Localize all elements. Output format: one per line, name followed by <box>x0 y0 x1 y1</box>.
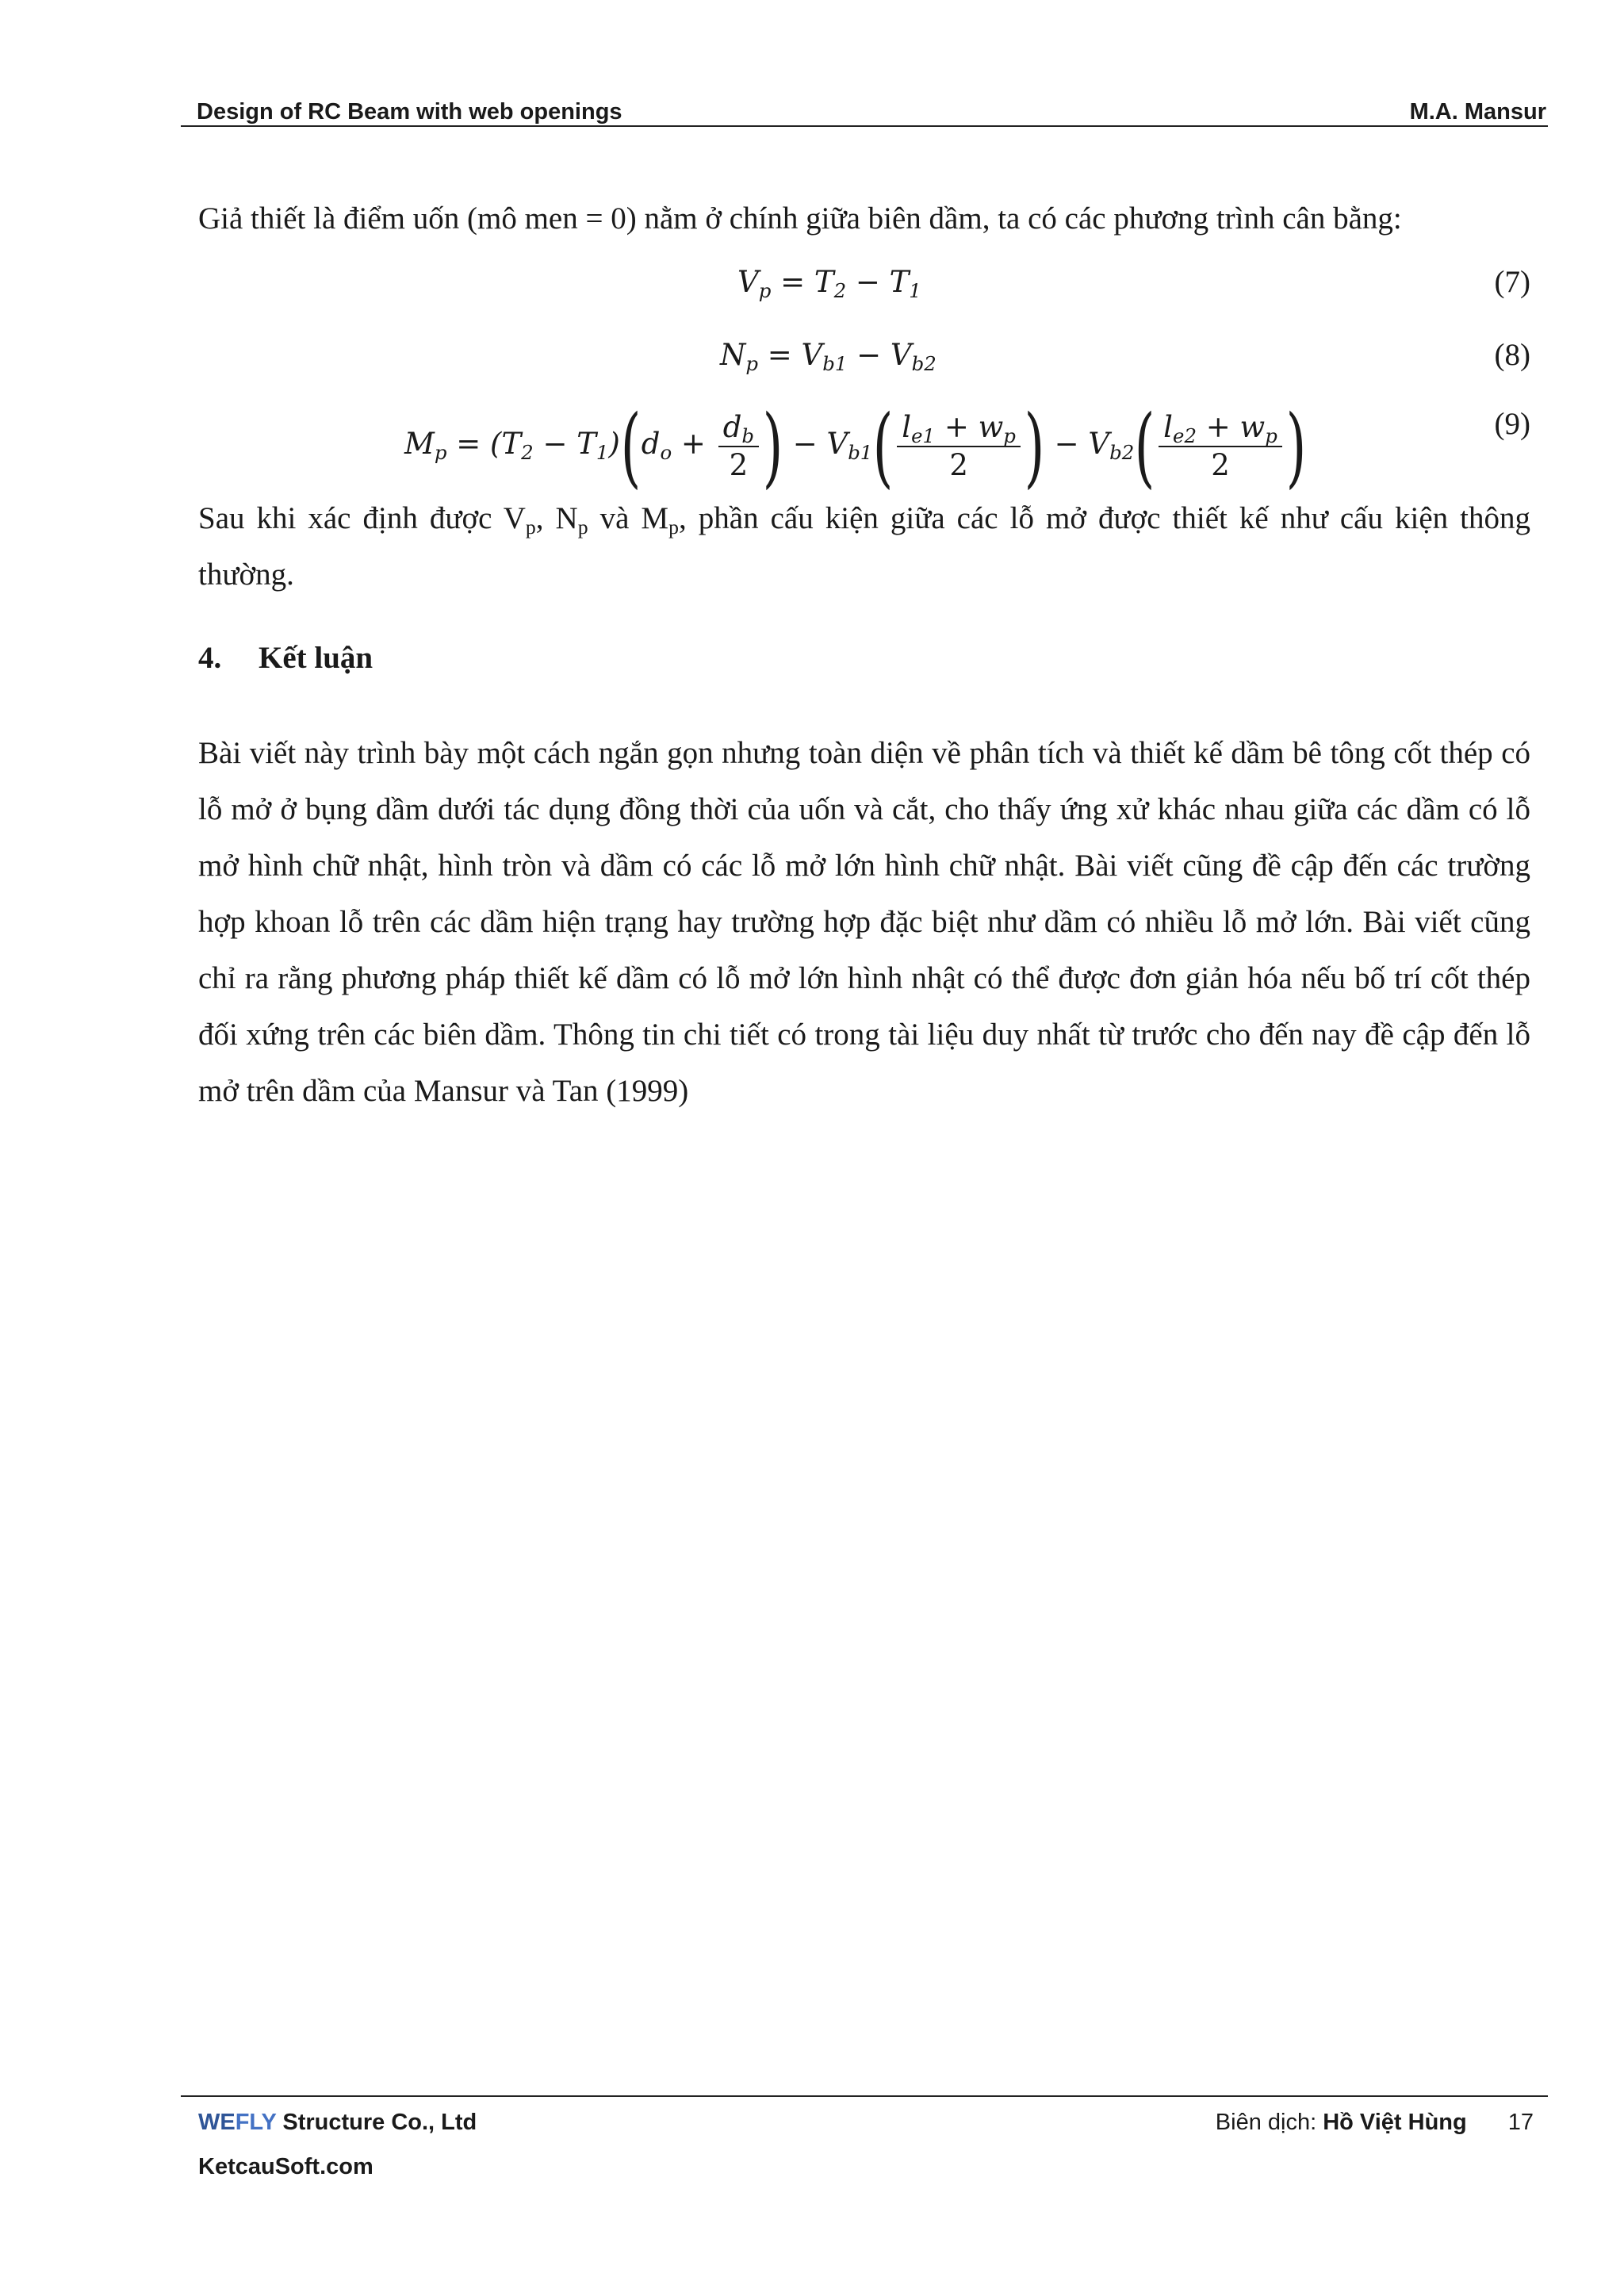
after-equation-paragraph: Sau khi xác định được $V_p$, $N_p$ và $M_p$, phần cấu kiện giữa các lỗ mở được thiết kế như cấu kiện thông thường. <box>198 501 1530 592</box>
footer-company: WEFLY Structure Co., Ltd <box>198 2110 477 2135</box>
header-author: M.A. Mansur <box>1409 99 1546 125</box>
section-number: 4. <box>198 641 222 675</box>
equation-7-number: (7) <box>1494 265 1530 299</box>
equation-9: $M_p = (T_2 - T_1)(d_o$ + $\frac{d_b}{2}$ ) − $V_{b1}$( $\frac{l_{e1} + w_p}{2}$ ) − $V_{b2}$( $\frac{l_{e2} + w_p}{2}$ ) <box>404 395 1307 497</box>
equation-8: $N_p = V_{b1} - V_{b2}$ <box>720 338 936 375</box>
header-rule <box>181 125 1548 127</box>
footer-website: KetcauSoft.com <box>198 2154 373 2179</box>
header-title: Design of RC Beam with web openings <box>197 99 622 125</box>
equation-8-number: (8) <box>1494 338 1530 372</box>
section-heading <box>198 634 373 682</box>
equation-9-number: (9) <box>1494 407 1530 441</box>
section-title: Kết luận <box>259 641 373 675</box>
conclusion-paragraph: Bài viết này trình bày một cách ngắn gọn nhưng toàn diện về phân tích và thiết kế dầm bê tông cốt thép có lỗ mở ở bụng dầm dưới tác dụng đồng thời của uốn và cắt, cho thấy ứng xử khác nhau giữa các dầm có lỗ mở hình chữ nhật, hình tròn và dầm có các lỗ mở lớn hình chữ nhật. Bài viết cũng đề cập đến các trường hợp khoan lỗ trên các dầm hiện trạng hay trường hợp đặc biệt như dầm có nhiều lỗ mở lớn. Bài viết cũng chỉ ra rằng phương pháp thiết kế dầm có lỗ mở lớn hình nhật có thể được đơn giản hóa nếu bố trí cốt thép đối xứng trên các biên dầm. Thông tin chi tiết có trong tài liệu duy nhất từ trước cho đến nay đề cập đến lỗ mở trên dầm của Mansur và Tan (1999) <box>198 736 1530 1108</box>
intro-paragraph: Giả thiết là điểm uốn (mô men = 0) nằm ở chính giữa biên dầm, ta có các phương trình cân bằng: <box>198 201 1402 236</box>
footer-translator: Biên dịch: Hồ Việt Hùng 17 <box>1215 2110 1534 2135</box>
equation-7: $V_p = T_2 - T_1$ <box>737 265 921 302</box>
page-number: 17 <box>1507 2110 1534 2135</box>
footer-rule <box>181 2095 1548 2097</box>
